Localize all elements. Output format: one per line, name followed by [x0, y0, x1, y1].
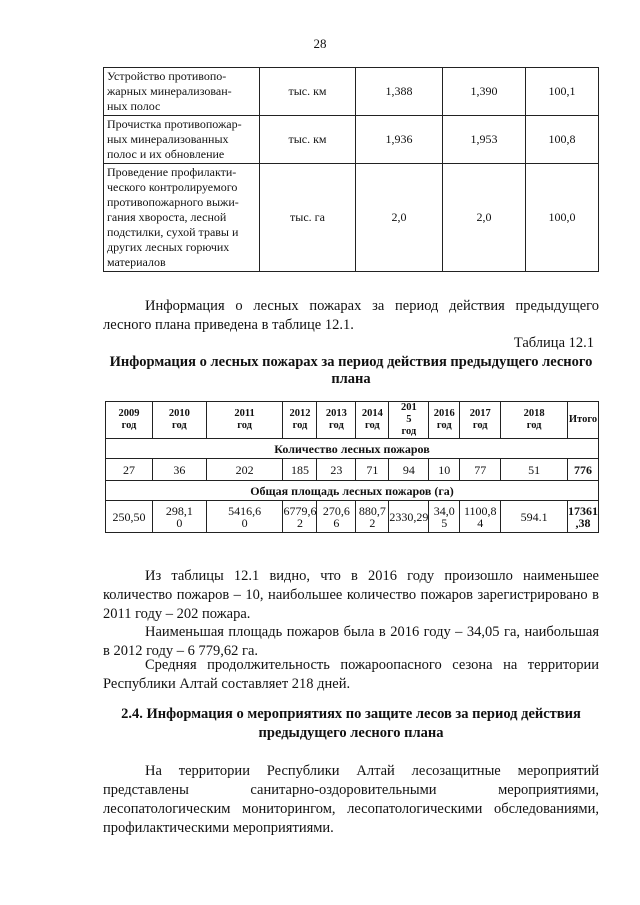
- paragraph-1: [103, 567, 599, 624]
- paragraph-text: Наименьшая площадь пожаров была в 2016 году – 34,05 га, наибольшая в 2012 году – 6 779,62 га.: [103, 624, 599, 659]
- area-cell: 1100,8 4: [460, 501, 501, 533]
- paragraph-text: На территории Республики Алтай лесозащитные мероприятий представлены санитарно-оздоровительными мероприятиями, лесопатологическим мониторингом, лесопатологическими обследованиями, профилактическими мероприятиями.: [103, 763, 599, 836]
- measure-name: Прочистка противопожар- ных минерализованных полос и их обновление: [104, 116, 260, 164]
- measure-percent: 100,0: [526, 164, 599, 272]
- count-cell: 71: [356, 459, 389, 481]
- year-header: 2018 год: [501, 402, 568, 439]
- count-cell: 185: [283, 459, 317, 481]
- measure-name: Проведение профилакти- ческого контролируемого противопожарного выжи- гания хвороста, лесной подстилки, сухой травы и других лесных горючих материалов: [104, 164, 260, 272]
- area-cell: 250,50: [106, 501, 153, 533]
- year-header: 2011 год: [206, 402, 283, 439]
- table-row: [104, 68, 599, 116]
- total-header: Итого: [568, 402, 599, 439]
- measure-unit: тыс. км: [260, 68, 356, 116]
- year-header: 2014 год: [356, 402, 389, 439]
- count-cell: 10: [429, 459, 460, 481]
- year-header: 2009 год: [106, 402, 153, 439]
- fires-table: [105, 401, 599, 533]
- measures-table: [103, 67, 599, 272]
- table-row: [104, 116, 599, 164]
- table-caption: Таблица 12.1: [513, 335, 594, 351]
- year-header: 2016 год: [429, 402, 460, 439]
- year-header: 2013 год: [317, 402, 356, 439]
- measure-value: 1,388: [356, 68, 443, 116]
- count-cell: 23: [317, 459, 356, 481]
- table-header-row: [106, 402, 599, 439]
- measure-value: 2,0: [356, 164, 443, 272]
- area-cell: 34,0 5: [429, 501, 460, 533]
- area-cell: 6779,6 2: [283, 501, 317, 533]
- year-header: 2010 год: [152, 402, 206, 439]
- area-cell: 2330,29: [389, 501, 429, 533]
- area-cell: 298,1 0: [152, 501, 206, 533]
- area-total: 17361 ,38: [568, 501, 599, 533]
- count-cell: 27: [106, 459, 153, 481]
- section-row: [106, 439, 599, 459]
- section-label: Общая площадь лесных пожаров (га): [106, 481, 599, 501]
- count-cell: 202: [206, 459, 283, 481]
- area-cell: 270,6 6: [317, 501, 356, 533]
- count-cell: 51: [501, 459, 568, 481]
- measure-value: 1,936: [356, 116, 443, 164]
- measure-value: 2,0: [443, 164, 526, 272]
- section-row: [106, 481, 599, 501]
- section-label: Количество лесных пожаров: [106, 439, 599, 459]
- measure-unit: тыс. га: [260, 164, 356, 272]
- areas-row: [106, 501, 599, 533]
- area-cell: 5416,6 0: [206, 501, 283, 533]
- measure-percent: 100,1: [526, 68, 599, 116]
- count-total: 776: [568, 459, 599, 481]
- paragraph-text: Из таблицы 12.1 видно, что в 2016 году произошло наименьшее количество пожаров – 10, наибольшее количество пожаров зарегистрировано в 2011 году – 202 пожара.: [103, 568, 599, 622]
- measure-value: 1,390: [443, 68, 526, 116]
- year-header: 2012 год: [283, 402, 317, 439]
- intro-paragraph: [103, 297, 599, 335]
- table-row: [104, 164, 599, 272]
- counts-row: [106, 459, 599, 481]
- paragraph-text: Средняя продолжительность пожароопасного сезона на территории Республики Алтай составляет 218 дней.: [103, 657, 599, 692]
- year-header: 2017 год: [460, 402, 501, 439]
- measure-name: Устройство противопо- жарных минерализован- ных полос: [104, 68, 260, 116]
- year-header: 201 5 год: [389, 402, 429, 439]
- final-paragraph: [103, 762, 599, 838]
- intro-text: Информация о лесных пожарах за период действия предыдущего лесного плана приведена в таблице 12.1.: [103, 298, 599, 333]
- measure-percent: 100,8: [526, 116, 599, 164]
- measure-unit: тыс. км: [260, 116, 356, 164]
- paragraph-3: [103, 656, 599, 694]
- page-number: 28: [313, 36, 327, 51]
- count-cell: 77: [460, 459, 501, 481]
- area-cell: 880,7 2: [356, 501, 389, 533]
- measure-value: 1,953: [443, 116, 526, 164]
- count-cell: 94: [389, 459, 429, 481]
- table-title: Информация о лесных пожарах за период действия предыдущего лесного плана: [109, 354, 593, 387]
- count-cell: 36: [152, 459, 206, 481]
- section-heading: 2.4. Информация о мероприятиях по защите лесов за период действия предыдущего лесного плана: [121, 706, 581, 741]
- area-cell: 594.1: [501, 501, 568, 533]
